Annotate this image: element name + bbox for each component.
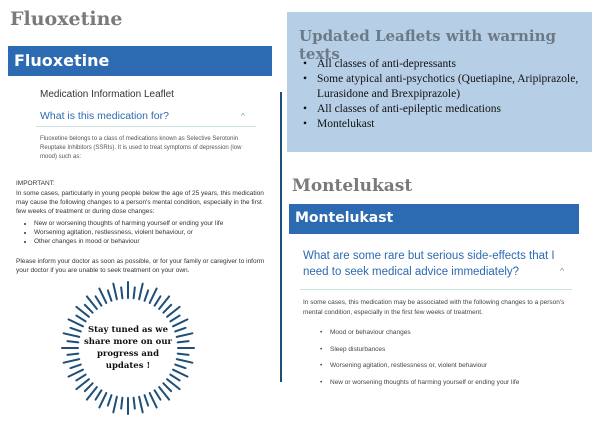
burst-ray	[108, 395, 112, 405]
burst-ray	[155, 390, 161, 399]
burst-ray	[175, 328, 185, 332]
montelukast-description: In some cases, this medication may be associated with the following changes to a person's mental condition, especially in the first few weeks of treatment.	[303, 299, 565, 316]
burst-ray	[170, 316, 179, 322]
burst-ray	[76, 316, 85, 322]
montelukast-section-title: Montelukast	[292, 176, 413, 196]
fluoxetine-footer-note: Please inform your doctor as soon as possible, or for your family or caregiver to inform your doctor if you are unable to seek treatment on your own.	[16, 258, 265, 274]
burst-ray	[67, 341, 78, 342]
list-item: • All classes of anti-depressants	[303, 57, 588, 72]
burst-ray	[96, 296, 102, 305]
list-item: • All classes of anti-epileptic medications	[303, 102, 588, 117]
list-item: • Worsening agitation, restlessness or, violent behaviour	[320, 361, 519, 378]
burst-ray	[177, 359, 193, 363]
burst-ray	[113, 284, 117, 300]
warning-list	[34, 219, 223, 246]
important-heading: IMPORTANT:	[16, 180, 55, 187]
burst-ray	[139, 284, 143, 300]
list-item: • Some atypical anti-psychotics (Quetiapine, Aripiprazole, Lurasidone and Brexpiprazole)	[303, 72, 588, 102]
burst-ray	[163, 305, 171, 313]
burst-ray	[113, 397, 117, 413]
updated-leaflets-box	[287, 12, 592, 152]
starburst-badge	[60, 280, 196, 416]
fluoxetine-section-title: Fluoxetine	[10, 8, 123, 30]
burst-ray	[150, 289, 157, 303]
burst-ray	[178, 341, 189, 342]
burst-ray	[64, 359, 80, 363]
leaflet-label: Medication Information Leaflet	[40, 89, 174, 100]
burst-ray	[139, 397, 143, 413]
chevron-up-icon[interactable]: ^	[560, 266, 565, 276]
divider	[300, 289, 572, 290]
fluoxetine-description: Fluoxetine belongs to a class of medications known as Selective Serotonin Reuptake Inhibitors (SSRIs). It is used to treat symptoms of depression (low mood) such as:	[40, 136, 242, 160]
list-item: • New or worsening thoughts of harming yourself or ending your life	[34, 219, 223, 228]
burst-ray	[64, 333, 80, 337]
burst-ray	[163, 383, 171, 391]
burst-ray	[145, 290, 149, 300]
burst-ray	[177, 333, 193, 337]
burst-ray	[170, 375, 179, 381]
list-item: • New or worsening thoughts of harming yourself or ending your life	[320, 378, 519, 395]
burst-ray	[145, 395, 149, 405]
chevron-up-icon[interactable]: ^	[241, 112, 245, 121]
updated-leaflets-list	[303, 57, 588, 132]
burst-ray	[85, 305, 93, 313]
burst-ray	[134, 287, 135, 298]
burst-ray	[76, 375, 85, 381]
important-text: In some cases, particularly in young people below the age of 25 years, this medication may cause the following changes to a person's mental condition, especially in the first few weeks of treatment or during dose changes:	[16, 190, 264, 215]
burst-ray	[108, 290, 112, 300]
side-effects-list	[320, 328, 519, 394]
burst-ray	[121, 398, 122, 409]
burst-ray	[150, 393, 157, 407]
burst-ray	[99, 289, 106, 303]
stay-tuned-text: Stay tuned as we share more on our progress and updates !	[84, 325, 172, 371]
vertical-divider	[280, 92, 282, 382]
montelukast-banner: Montelukast	[289, 204, 579, 234]
burst-ray	[96, 390, 102, 399]
montelukast-question-toggle[interactable]: What are some rare but serious side-effects that I need to seek medical advice immediately?	[303, 250, 555, 278]
updated-leaflets-title: Updated Leaflets with warning texts	[299, 27, 557, 63]
burst-ray	[155, 296, 161, 305]
burst-ray	[85, 383, 93, 391]
burst-ray	[99, 393, 106, 407]
fluoxetine-banner: Fluoxetine	[8, 46, 272, 76]
burst-ray	[134, 398, 135, 409]
list-item: • Mood or behaviour changes	[320, 328, 519, 345]
list-item: • Montelukast	[303, 117, 588, 132]
burst-ray	[67, 354, 78, 355]
fluoxetine-question-toggle[interactable]: What is this medication for?	[40, 110, 169, 122]
list-item: • Worsening agitation, restlessness, violent behaviour, or	[34, 228, 223, 237]
burst-ray	[121, 287, 122, 298]
list-item: • Other changes in mood or behaviour	[34, 237, 223, 246]
divider	[36, 126, 256, 127]
burst-ray	[175, 365, 185, 369]
burst-ray	[178, 354, 189, 355]
list-item: • Sleep disturbances	[320, 345, 519, 362]
